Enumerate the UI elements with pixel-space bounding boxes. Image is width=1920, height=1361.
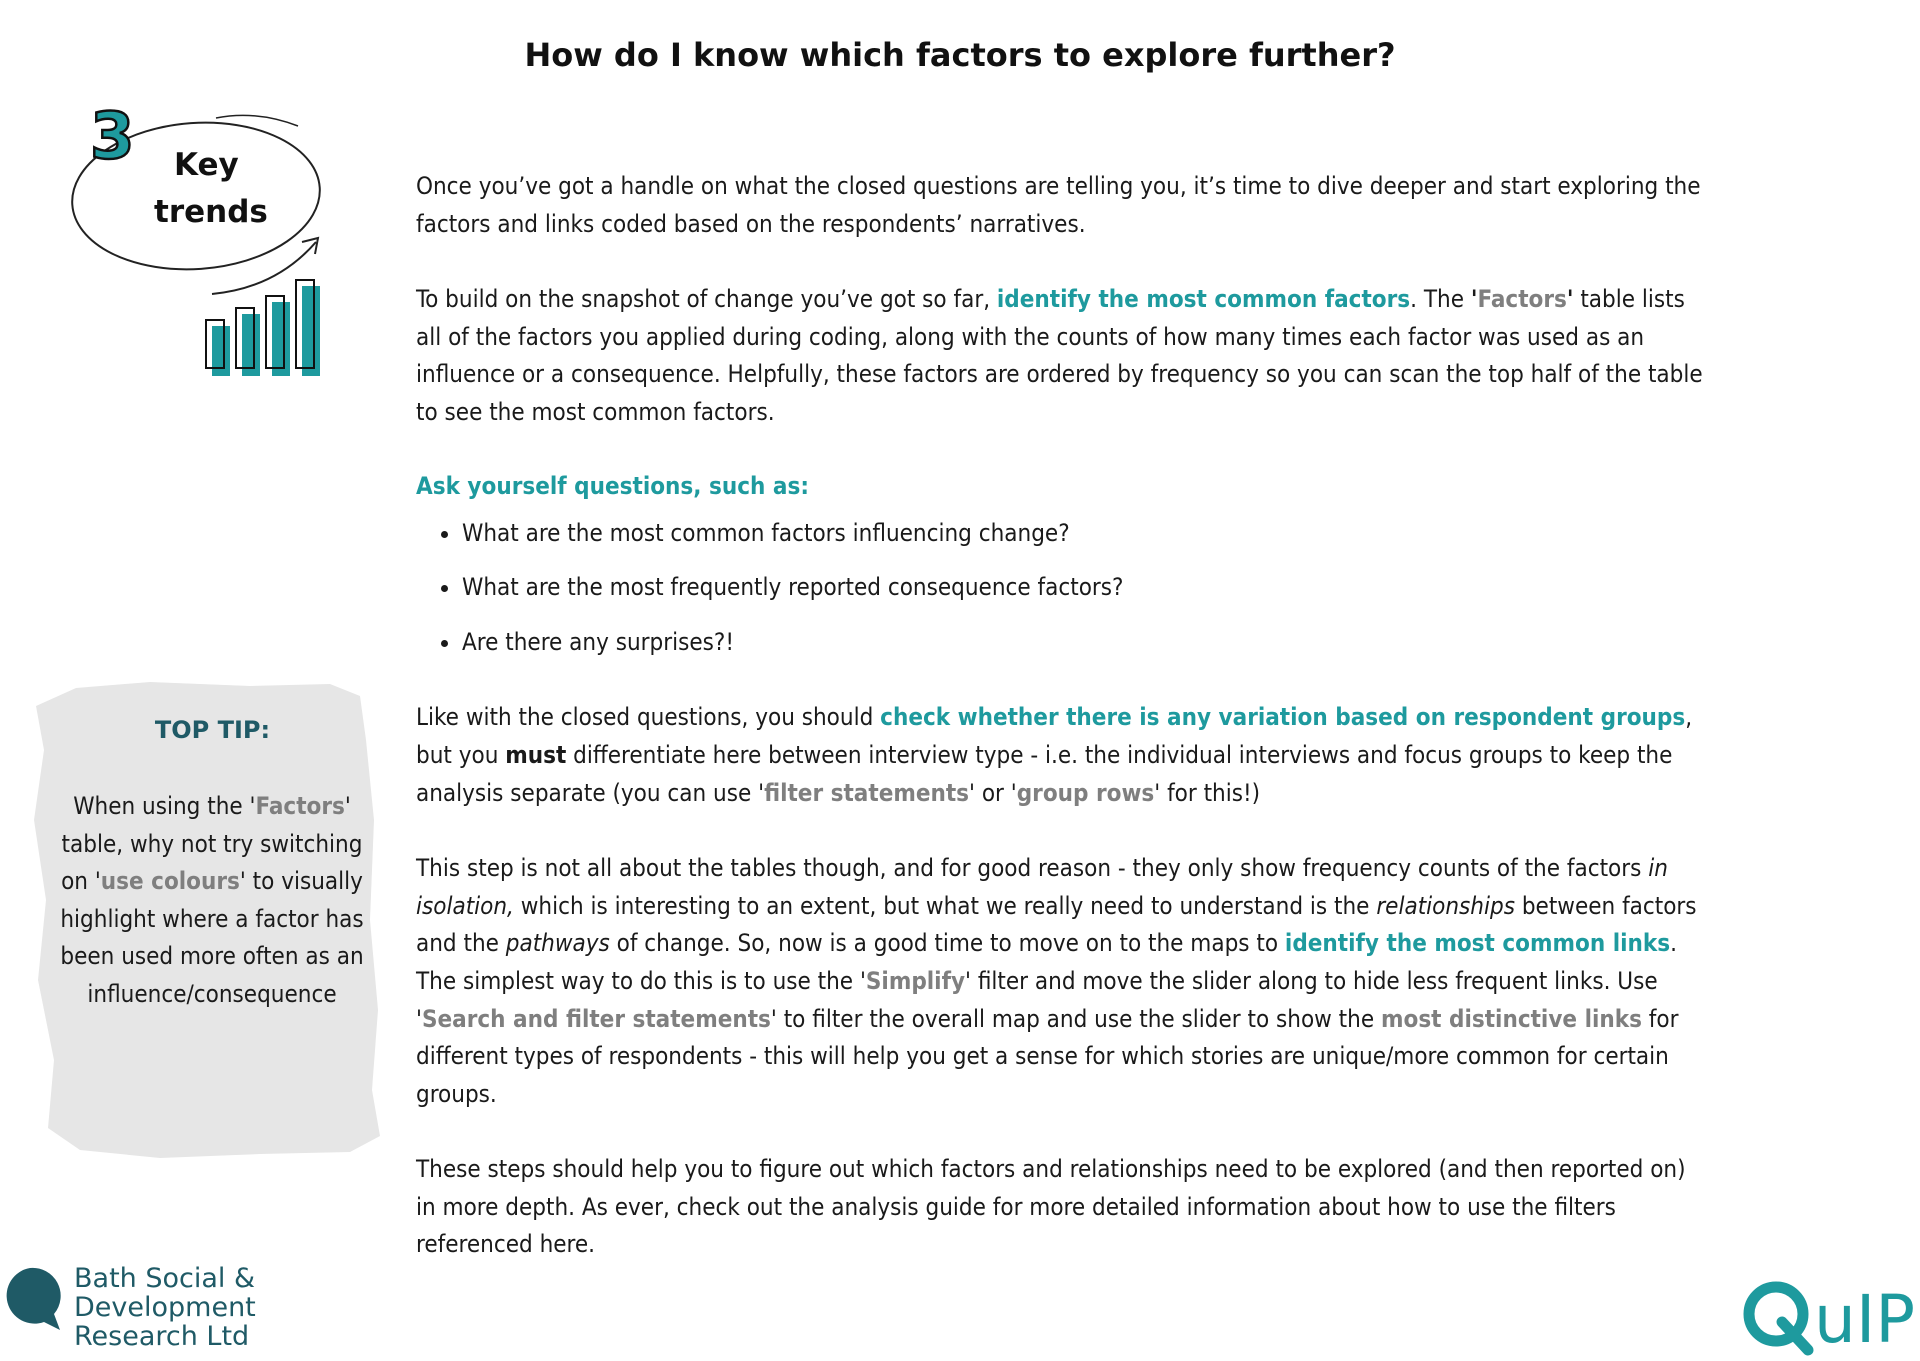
badge-label-key: Key: [174, 147, 239, 183]
search-filter-reference: Search and filter statements: [421, 1004, 771, 1033]
group-rows-reference: group rows: [1016, 778, 1155, 807]
factors-table-reference: Factors: [1477, 285, 1567, 314]
closing-paragraph: These steps should help you to figure out which factors and relationships need to be explored (and then reported on) in more depth. As ever, check out the analysis guide for more detailed information about how to use the filters referenced here.: [416, 1155, 1686, 1259]
list-item: • Are there any surprises?!: [462, 624, 1706, 662]
main-content: [416, 168, 1706, 1302]
distinctive-links-reference: most distinctive links: [1380, 1004, 1642, 1033]
top-tip-panel: [30, 680, 395, 1160]
simplify-reference: Simplify: [865, 966, 966, 995]
highlight-common-factors: identify the most common factors: [996, 285, 1411, 314]
bsdr-logo: [0, 1262, 300, 1357]
top-tip-heading: TOP TIP:: [154, 716, 271, 744]
badge-label-trends: trends: [154, 194, 268, 230]
top-tip-text: When using the 'Factors' table, why not try switching on 'use colours' to visually highlight where a factor has been used more often as an influence/consequence: [60, 792, 364, 1008]
highlight-common-links: identify the most common links: [1284, 929, 1671, 958]
logo-line-3: Research Ltd: [74, 1321, 250, 1352]
list-item: • What are the most frequently reported consequence factors?: [462, 569, 1706, 607]
list-item: • What are the most common factors influencing change?: [462, 515, 1706, 553]
logo-line-1: Bath Social &: [74, 1263, 256, 1294]
bar-chart-icon: [206, 280, 320, 376]
speech-bubble-icon: [0, 1266, 70, 1336]
number-three-icon: 3: [90, 100, 135, 174]
maps-paragraph: This step is not all about the tables though, and for good reason - they only show frequency counts of the factors in isolation, which is interesting to an extent, but what we really need to understand is the relationships between factors and the pathways of change. So, now is a good time to move on to the maps to identify the most common links. The simplest way to do this is to use the 'Simplify' filter and move the slider along to hide less frequent links. Use 'Search and filter statements' to filter the overall map and use the slider to show the most distinctive links for different types of respondents - this will help you get a sense for which stories are unique/more common for certain groups.: [416, 854, 1697, 1108]
use-colours-reference: use colours: [100, 867, 240, 896]
page-title: How do I know which factors to explore further?: [524, 36, 1396, 74]
quip-logo-text: uIP: [1814, 1281, 1916, 1357]
intro-paragraph: Once you’ve got a handle on what the closed questions are telling you, it’s time to dive deeper and start exploring the factors and links coded based on the respondents’ narratives.: [416, 172, 1701, 238]
quip-logo-graphic: [1742, 1270, 1920, 1357]
filter-statements-reference: filter statements: [764, 778, 970, 807]
factors-table-reference: Factors: [255, 792, 345, 820]
variation-paragraph: Like with the closed questions, you should check whether there is any variation based on respondent groups, but you must differentiate here between interview type - i.e. the individual interviews and focus groups to keep the analysis separate (you can use 'filter statements' or 'group rows' for this!): [416, 703, 1693, 807]
quip-logo: [1742, 1270, 1920, 1357]
questions-list: [416, 515, 1706, 662]
questions-heading: Ask yourself questions, such as:: [416, 471, 809, 500]
logo-line-2: Development: [74, 1292, 256, 1323]
factors-paragraph: To build on the snapshot of change you’ve got so far, identify the most common factors. The 'Factors' table lists all of the factors you applied during coding, along with the counts of how many times each factor was used as an influence or a consequence. Helpfully, these factors are ordered by frequency so you can scan the top half of the table to see the most common factors.: [416, 285, 1703, 426]
highlight-variation: check whether there is any variation based on respondent groups: [880, 703, 1686, 732]
key-trends-graphic: [66, 92, 346, 392]
key-trends-badge: [66, 92, 346, 392]
